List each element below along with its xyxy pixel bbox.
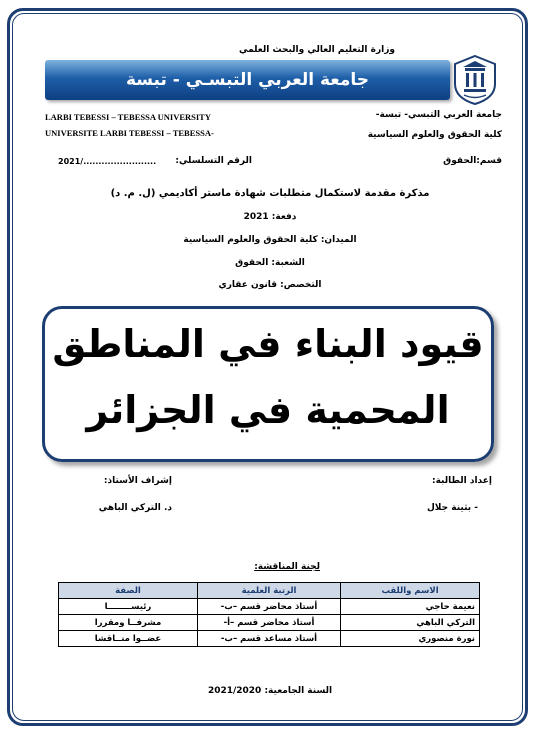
ministry-name: وزارة التعليم العالي والبحث العلمي: [238, 45, 395, 55]
university-name-fr: UNIVERSITE LARBI TEBESSI – TEBESSA-: [45, 128, 214, 138]
committee-header-row: [59, 583, 480, 599]
member-role: عضــوا منــاقشا: [59, 631, 198, 647]
supervisor-label: إشراف الأستاذ:: [103, 476, 172, 486]
thesis-title-line-1: قيود البناء في المناطق: [52, 322, 484, 366]
serial-value: 2021/........................: [58, 157, 157, 166]
thesis-batch: دفعة: 2021: [243, 212, 297, 222]
member-role: رئيســــــــا: [59, 599, 198, 615]
serial-label: الرقم التسلسلي:: [175, 156, 252, 166]
student-label: إعداد الطالبة:: [432, 476, 492, 486]
member-rank: أستاذ مساعد قسم –ب-: [197, 631, 340, 647]
member-name: نعيمة حاجي: [341, 599, 480, 615]
member-name: نورة منصوري: [341, 631, 480, 647]
thesis-field: الميدان: كلية الحقوق والعلوم السياسية: [183, 235, 357, 245]
university-name-ar-small: جامعة العربي التبسي- تبسة-: [375, 110, 502, 120]
faculty-name: كلية الحقوق والعلوم السياسية: [367, 130, 502, 140]
academic-year: السنة الجامعية: 2021/2020: [207, 686, 333, 696]
header-rank: الرتبة العلمية: [197, 583, 340, 599]
table-row: [59, 615, 480, 631]
university-banner-title: جامعة العربي التبسـي - تبسة: [125, 70, 370, 90]
university-name-en: LARBI TEBESSI – TEBESSA UNIVERSITY: [45, 112, 211, 122]
header-role: الصفة: [59, 583, 198, 599]
thesis-specialty: التخصص: قانون عقاري: [218, 280, 322, 290]
department-name: قسم:الحقوق: [443, 156, 502, 166]
member-rank: أستاذ محاضر قسم –أ-: [197, 615, 340, 631]
supervisor-name: د. التركي الباهي: [98, 503, 172, 513]
table-row: [59, 599, 480, 615]
member-role: مشرفــا ومقررا: [59, 615, 198, 631]
university-logo-icon: [452, 54, 498, 106]
header-name: الاسم واللقب: [341, 583, 480, 599]
thesis-description: مذكرة مقدمة لاستكمال متطلبات شهادة ماستر أكاديمي (ل. م. د): [110, 188, 430, 199]
committee-title: لجنة المناقشة:: [254, 562, 320, 572]
thesis-branch: الشعبة: الحقوق: [235, 258, 305, 268]
thesis-title-line-2: المحمية في الجزائر: [86, 388, 450, 432]
committee-table: [58, 582, 480, 647]
table-row: [59, 631, 480, 647]
student-name: - بثينة جلال: [427, 503, 478, 513]
member-name: التركي الباهي: [341, 615, 480, 631]
member-rank: أستاذ محاضر قسم –ب-: [197, 599, 340, 615]
